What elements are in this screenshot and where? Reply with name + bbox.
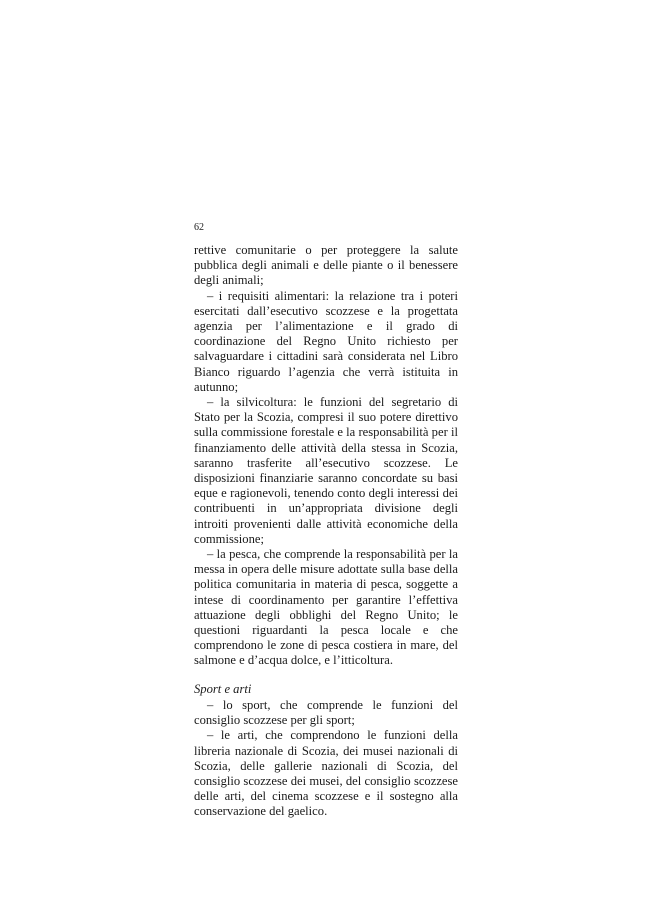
body-text <box>194 243 458 820</box>
paragraph-requisiti-alimentari: – i requisiti alimentari: la relazione tra i poteri esercitati dall’esecutivo scozzese e la progettata agenzia per l’alimentazione e il grado di coordinazione del Regno Unito richiesto per salvaguardare i cittadini sarà considerata nel Libro Bianco riguardo l’agenzia che verrà istituita in autunno; <box>194 288 458 394</box>
section-heading: Sport e arti <box>194 681 252 696</box>
paragraph-sport: – lo sport, che comprende le funzioni del consiglio scozzese per gli sport; <box>194 697 458 728</box>
page-number: 62 <box>194 222 204 233</box>
paragraph-arti: – le arti, che comprendono le funzioni della libreria nazionale di Scozia, dei musei nazionali di Scozia, delle gallerie nazionali di Scozia, del consiglio scozzese dei musei, del consiglio scozzese delle arti, del cinema scozzese e il sostegno alla conservazione del gaelico. <box>194 728 458 819</box>
paragraph-silvicoltura: – la silvicoltura: le funzioni del segretario di Stato per la Scozia, compresi il suo potere direttivo sulla commissione forestale e la responsabilità per il finanziamento delle attività della stessa in Scozia, saranno trasferite all’esecutivo scozzese. Le disposizioni finanziarie saranno concordate su basi eque e ragionevoli, tenendo conto degli interessi dei contribuenti in un’appropriata divisione degli introiti provenienti dalle attività economiche della commissione; <box>194 395 458 546</box>
paragraph-continuation: rettive comunitarie o per proteggere la salute pubblica degli animali e delle piante o il benessere degli animali; <box>194 243 458 288</box>
paragraph-pesca: – la pesca, che comprende la responsabilità per la messa in opera delle misure adottate sulla base della politica comunitaria in materia di pesca, soggette a intese di coordinamento per garantire l’effettiva attuazione degli obblighi del Regno Unito; le questioni riguardanti la pesca locale e che comprendono le zone di pesca costiera in mare, del salmone e d’acqua dolce, e l’itticoltura. <box>194 547 458 668</box>
